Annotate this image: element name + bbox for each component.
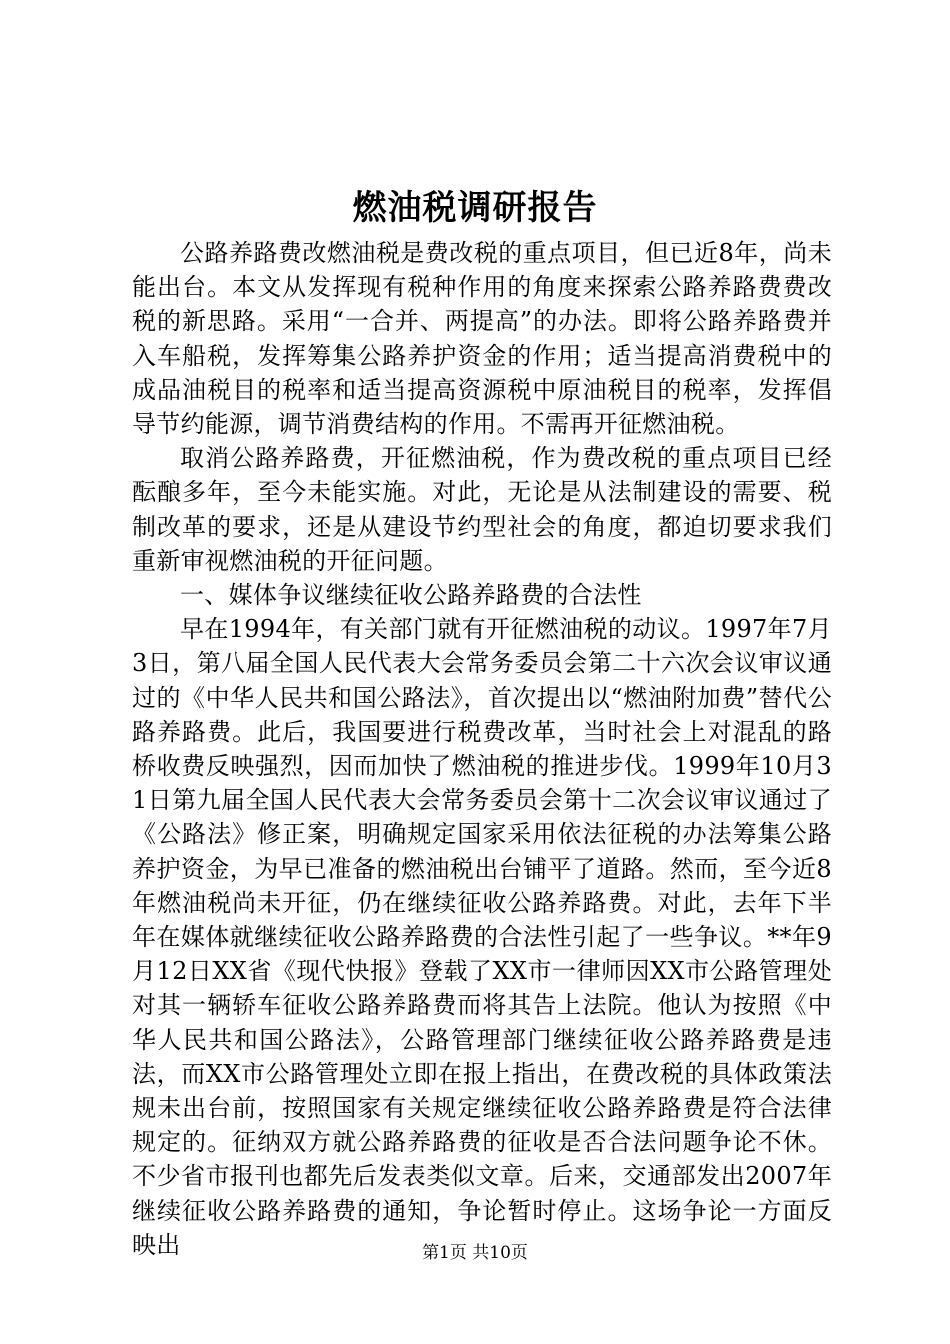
document-body xyxy=(132,236,832,1262)
document-title: 燃油税调研报告 xyxy=(352,188,598,228)
paragraph-summary: 公路养路费改燃油税是费改税的重点项目，但已近8年，尚未能出台。本文从发挥现有税种作用的角度来探索公路养路费费改税的新思路。采用“一合并、两提高”的办法。即将公路养路费并入车船税，发挥筹集公路养护资金的作用；适当提高消费税中的成品油税目的税率和适当提高资源税中原油税目的税率，发挥倡导节约能源，调节消费结构的作用。不需再开征燃油税。 xyxy=(132,239,832,439)
section-heading: 一、媒体争议继续征收公路养路费的合法性 xyxy=(180,581,642,610)
page-number-footer: 第1页 共10页 xyxy=(422,1243,528,1263)
paragraph-background: 取消公路养路费，开征燃油税，作为费改税的重点项目已经酝酿多年，至今未能实施。对此，无论是从法制建设的需要、税制改革的要求，还是从建设节约型社会的角度，都迫切要求我们重新审视燃油税的开征问题。 xyxy=(132,444,832,575)
paragraph-history: 早在1994年，有关部门就有开征燃油税的动议。1997年7月3日，第八届全国人民代表大会常务委员会第二十六次会议审议通过的《中华人民共和国公路法》，首次提出以“燃油附加费”替代公路养路费。此后，我国要进行税费改革，当时社会上对混乱的路桥收费反映强烈，因而加快了燃油税的推进步伐。1999年10月31日第九届全国人民代表大会常务委员会第十二次会议审议通过了《公路法》修正案，明确规定国家采用依法征税的办法筹集公路养护资金，为早已准备的燃油税出台铺平了道路。然而，至今近8年燃油税尚未开征，仍在继续征收公路养路费。对此，去年下半年在媒体就继续征收公路养路费的合法性引起了一些争议。**年9月12日XX省《现代快报》登载了XX市一律师因XX市公路管理处对其一辆轿车征收公路养路费而将其告上法院。他认为按照《中华人民共和国公路法》，公路管理部门继续征收公路养路费是违法，而XX市公路管理处立即在报上指出，在费改税的具体政策法规未出台前，按照国家有关规定继续征收公路养路费是符合法律规定的。征纳双方就公路养路费的征收是否合法问题争论不休。不少省市报刊也都先后发表类似文章。后来，交通部发出2007年继续征收公路养路费的通知，争论暂时停止。这场争论一方面反映出 xyxy=(132,615,832,1259)
